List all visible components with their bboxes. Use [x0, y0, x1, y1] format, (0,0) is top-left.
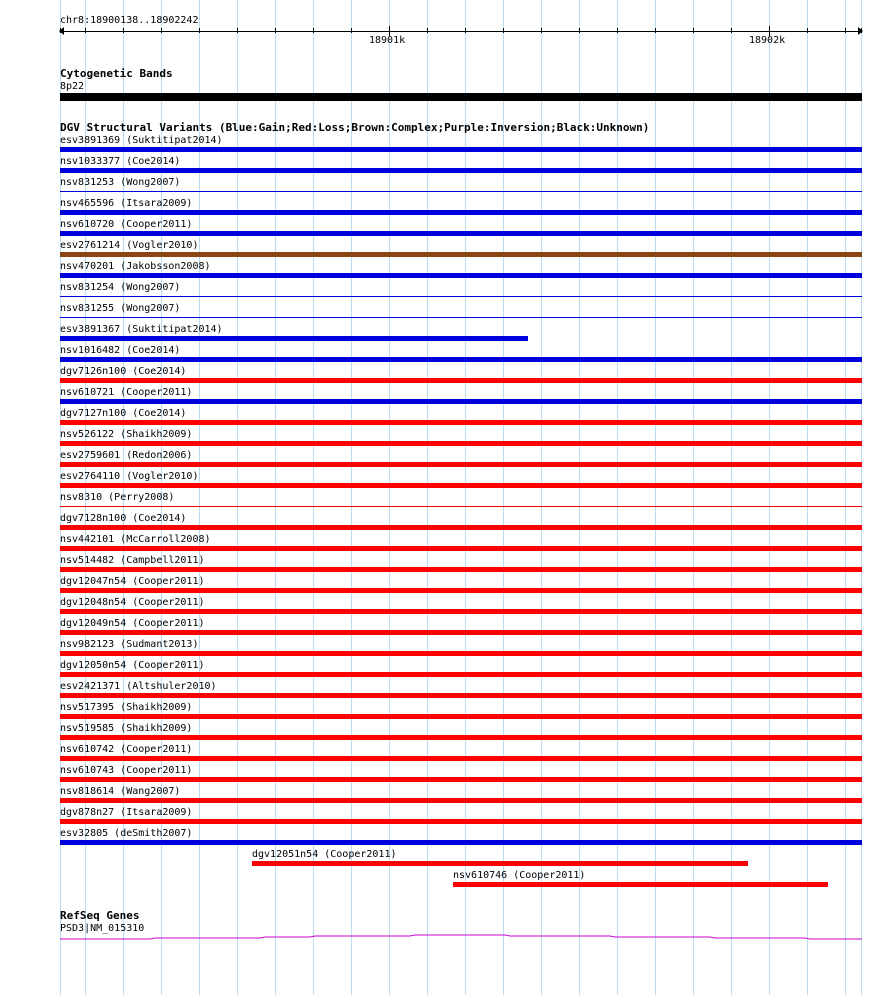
refseq-track-title: RefSeq Genes [60, 909, 140, 922]
variant-label: esv2764110 (Vogler2010) [60, 471, 199, 482]
variant-label: nsv831254 (Wong2007) [60, 282, 181, 293]
variant-label: dgv7126n100 (Coe2014) [60, 366, 187, 377]
variant-label: esv2759601 (Redon2006) [60, 450, 193, 461]
variant-label: dgv7127n100 (Coe2014) [60, 408, 187, 419]
variant-label: nsv465596 (Itsara2009) [60, 198, 193, 209]
variant-label: dgv7128n100 (Coe2014) [60, 513, 187, 524]
variant-label: nsv610746 (Cooper2011) [453, 870, 586, 881]
ruler-tick-label: 18901k [369, 35, 406, 46]
variant-label: nsv982123 (Sudmant2013) [60, 639, 199, 650]
variant-label: dgv12047n54 (Cooper2011) [60, 576, 205, 587]
variant-label: dgv878n27 (Itsara2009) [60, 807, 193, 818]
variant-label: nsv610720 (Cooper2011) [60, 219, 193, 230]
ruler-tick-label: 18902k [749, 35, 786, 46]
variant-label: nsv610743 (Cooper2011) [60, 765, 193, 776]
variant-label: nsv1033377 (Coe2014) [60, 156, 181, 167]
variant-label: dgv12051n54 (Cooper2011) [252, 849, 397, 860]
variant-label: nsv8310 (Perry2008) [60, 492, 175, 503]
variant-label: nsv831253 (Wong2007) [60, 177, 181, 188]
variant-label: nsv610721 (Cooper2011) [60, 387, 193, 398]
variant-label: dgv12048n54 (Cooper2011) [60, 597, 205, 608]
variant-label: nsv470201 (Jakobsson2008) [60, 261, 211, 272]
variant-label: esv2761214 (Vogler2010) [60, 240, 199, 251]
variant-label: esv3891369 (Suktitipat2014) [60, 135, 223, 146]
variant-label: nsv526122 (Shaikh2009) [60, 429, 193, 440]
variant-label: nsv442101 (McCarroll2008) [60, 534, 211, 545]
variant-label: nsv818614 (Wang2007) [60, 786, 181, 797]
variant-label: esv3891367 (Suktitipat2014) [60, 324, 223, 335]
variant-label: nsv514482 (Campbell2011) [60, 555, 205, 566]
ruler-location: chr8:18900138..18902242 [60, 15, 199, 26]
variant-label: nsv1016482 (Coe2014) [60, 345, 181, 356]
variant-label: dgv12050n54 (Cooper2011) [60, 660, 205, 671]
variant-label: nsv517395 (Shaikh2009) [60, 702, 193, 713]
variant-label: esv32805 (deSmith2007) [60, 828, 193, 839]
cytoband-track-title: Cytogenetic Bands [60, 67, 173, 80]
cytoband-label: 8p22 [60, 81, 85, 92]
variant-label: dgv12049n54 (Cooper2011) [60, 618, 205, 629]
variant-label: esv2421371 (Altshuler2010) [60, 681, 217, 692]
variant-label: nsv610742 (Cooper2011) [60, 744, 193, 755]
gene-label: PSD3|NM_015310 [60, 923, 145, 934]
variant-label: nsv831255 (Wong2007) [60, 303, 181, 314]
dgv-track-title: DGV Structural Variants (Blue:Gain;Red:Loss;Brown:Complex;Purple:Inversion;Black:Unknown) [60, 121, 650, 134]
variant-label: nsv519585 (Shaikh2009) [60, 723, 193, 734]
